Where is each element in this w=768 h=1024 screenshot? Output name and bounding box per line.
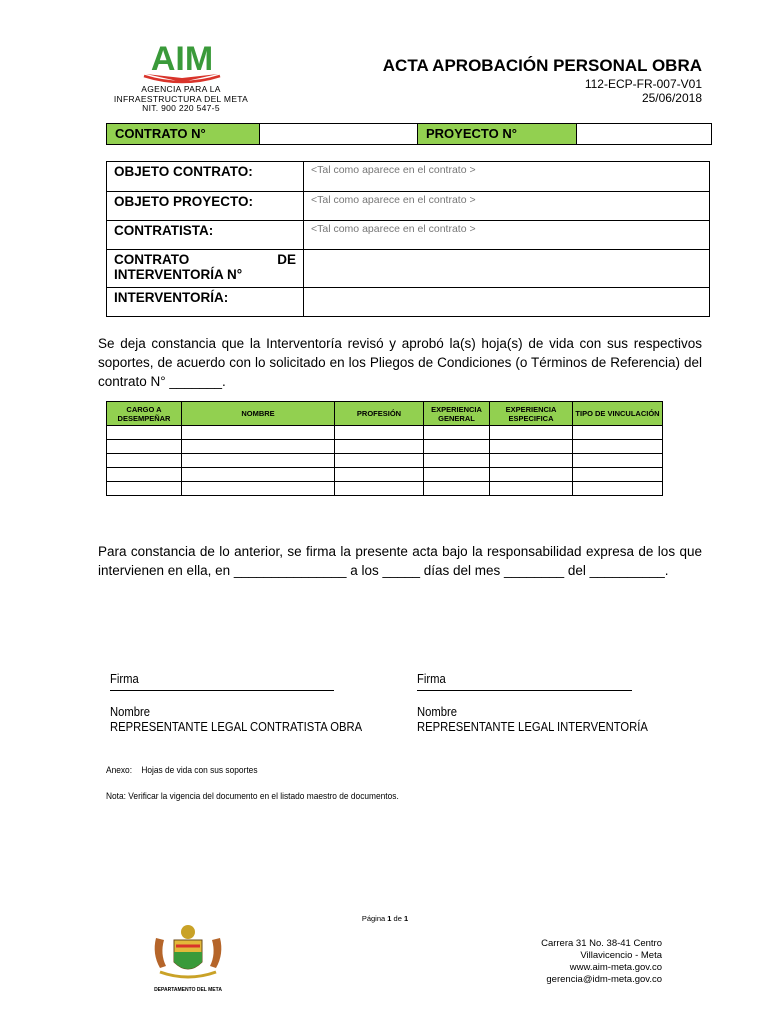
- column-header-nombre: NOMBRE: [182, 402, 335, 426]
- table-cell[interactable]: [573, 426, 663, 440]
- footer-address: [500, 938, 662, 986]
- signature-left-firma: Firma: [110, 672, 139, 686]
- contract-project-bar: [106, 123, 712, 145]
- column-header-experiencia-especifica: EXPERIENCIA ESPECIFICA: [490, 402, 573, 426]
- contrato-interventoria-field[interactable]: [304, 250, 710, 288]
- table-row: [107, 426, 663, 440]
- document-code-block: [500, 77, 702, 105]
- signature-right-role: REPRESENTANTE LEGAL INTERVENTORÍA: [417, 720, 648, 734]
- contrato-interventoria-word1: CONTRATO: [114, 252, 190, 267]
- signature-right-block: [417, 705, 678, 735]
- contrato-interventoria-label: [107, 250, 304, 288]
- signature-left-block: [110, 705, 371, 735]
- table-cell[interactable]: [424, 468, 490, 482]
- personnel-table: [106, 401, 663, 496]
- agency-nit: NIT. 900 220 547-5: [142, 103, 220, 113]
- table-cell[interactable]: [335, 454, 424, 468]
- address-line2: Villavicencio - Meta: [580, 950, 662, 961]
- objeto-proyecto-label: OBJETO PROYECTO:: [107, 192, 304, 221]
- signature-right-line[interactable]: [417, 690, 632, 691]
- table-row: [107, 468, 663, 482]
- agency-name-line2: INFRAESTRUCTURA DEL META: [113, 93, 249, 104]
- coat-of-arms-icon: [146, 920, 230, 982]
- table-cell[interactable]: [424, 426, 490, 440]
- website-link[interactable]: www.aim-meta.gov.co: [569, 962, 662, 973]
- email-link[interactable]: gerencia@idm-meta.gov.co: [546, 974, 662, 985]
- table-row: [107, 482, 663, 496]
- page-number: [330, 914, 440, 923]
- table-cell[interactable]: [573, 482, 663, 496]
- page-current: 1: [387, 914, 392, 923]
- table-cell[interactable]: [424, 440, 490, 454]
- address-line1: Carrera 31 No. 38-41 Centro: [541, 938, 662, 949]
- document-code: 112-ECP-FR-007-V01: [584, 77, 702, 91]
- column-header-experiencia-general: EXPERIENCIA GENERAL: [424, 402, 490, 426]
- table-row: [107, 440, 663, 454]
- table-cell[interactable]: [573, 468, 663, 482]
- table-row: [107, 454, 663, 468]
- table-cell[interactable]: [490, 440, 573, 454]
- contract-number-field[interactable]: [260, 124, 418, 144]
- table-cell[interactable]: [573, 440, 663, 454]
- annex-label: Anexo:: [106, 765, 133, 776]
- table-cell[interactable]: [335, 482, 424, 496]
- agency-name-line1: AGENCIA PARA LA: [141, 84, 221, 94]
- signature-left-line[interactable]: [110, 690, 334, 691]
- table-cell[interactable]: [335, 468, 424, 482]
- logo-wordmark: AIM: [150, 40, 214, 78]
- page-total: 1: [403, 914, 409, 923]
- table-cell[interactable]: [335, 440, 424, 454]
- signature-left-role: REPRESENTANTE LEGAL CONTRATISTA OBRA: [110, 720, 363, 734]
- contract-info-table: [106, 161, 710, 317]
- table-cell[interactable]: [182, 454, 335, 468]
- table-cell[interactable]: [182, 440, 335, 454]
- contract-number-label: CONTRATO N°: [107, 124, 260, 144]
- project-number-label: PROYECTO N°: [418, 124, 577, 144]
- page-of: de: [393, 914, 402, 923]
- contrato-interventoria-word2: DE: [277, 252, 296, 267]
- annex-line: [106, 765, 258, 776]
- document-note: Nota: Verificar la vigencia del documento en el listado maestro de documentos.: [106, 791, 399, 802]
- interventoria-field[interactable]: [304, 288, 710, 317]
- objeto-proyecto-field[interactable]: <Tal como aparece en el contrato >: [304, 192, 710, 221]
- table-cell[interactable]: [107, 468, 182, 482]
- contratista-label: CONTRATISTA:: [107, 221, 304, 250]
- objeto-contrato-field[interactable]: <Tal como aparece en el contrato >: [304, 162, 710, 192]
- table-cell[interactable]: [182, 468, 335, 482]
- signature-right-firma: Firma: [417, 672, 446, 686]
- table-cell[interactable]: [107, 440, 182, 454]
- interventoria-label: INTERVENTORÍA:: [107, 288, 304, 317]
- document-title: ACTA APROBACIÓN PERSONAL OBRA: [382, 56, 702, 75]
- contratista-field[interactable]: <Tal como aparece en el contrato >: [304, 221, 710, 250]
- table-cell[interactable]: [107, 482, 182, 496]
- table-cell[interactable]: [107, 454, 182, 468]
- table-cell[interactable]: [424, 454, 490, 468]
- table-cell[interactable]: [490, 482, 573, 496]
- table-cell[interactable]: [107, 426, 182, 440]
- signature-right-nombre: Nombre: [417, 705, 458, 719]
- table-cell[interactable]: [490, 426, 573, 440]
- table-cell[interactable]: [490, 468, 573, 482]
- column-header-tipo-vinculacion: TIPO DE VINCULACIÓN: [573, 402, 663, 426]
- table-cell[interactable]: [424, 482, 490, 496]
- objeto-contrato-label: OBJETO CONTRATO:: [107, 162, 304, 192]
- table-cell[interactable]: [573, 454, 663, 468]
- approval-paragraph: Se deja constancia que la Interventoría revisó y aprobó la(s) hoja(s) de vida con sus respectivos soportes, de acuerdo con lo solicitado en los Pliegos de Condiciones (o Términos de Referencia) del contrato N° _______.: [98, 336, 702, 389]
- agency-name: [106, 85, 256, 114]
- project-number-field[interactable]: [577, 124, 711, 144]
- aim-logo-mark: [142, 36, 222, 84]
- table-cell[interactable]: [490, 454, 573, 468]
- table-cell[interactable]: [335, 426, 424, 440]
- seal-caption: DEPARTAMENTO DEL META: [154, 987, 222, 993]
- page-label: Página: [361, 914, 386, 923]
- table-cell[interactable]: [182, 482, 335, 496]
- department-seal: [146, 920, 230, 992]
- table-cell[interactable]: [182, 426, 335, 440]
- contrato-interventoria-line2: INTERVENTORÍA N°: [114, 267, 243, 282]
- personnel-table-header: [107, 402, 663, 426]
- document-date: 25/06/2018: [641, 91, 702, 105]
- signing-paragraph: Para constancia de lo anterior, se firma la presente acta bajo la responsabilidad expresa de los que intervienen en ella, en _______________ a los _____ días del mes ________ del __________.: [98, 544, 702, 578]
- column-header-profesion: PROFESIÓN: [335, 402, 424, 426]
- annex-text: Hojas de vida con sus soportes: [141, 765, 258, 776]
- agency-logo: [106, 36, 256, 120]
- signature-left-nombre: Nombre: [110, 705, 151, 719]
- column-header-cargo: CARGO A DESEMPEÑAR: [107, 402, 182, 426]
